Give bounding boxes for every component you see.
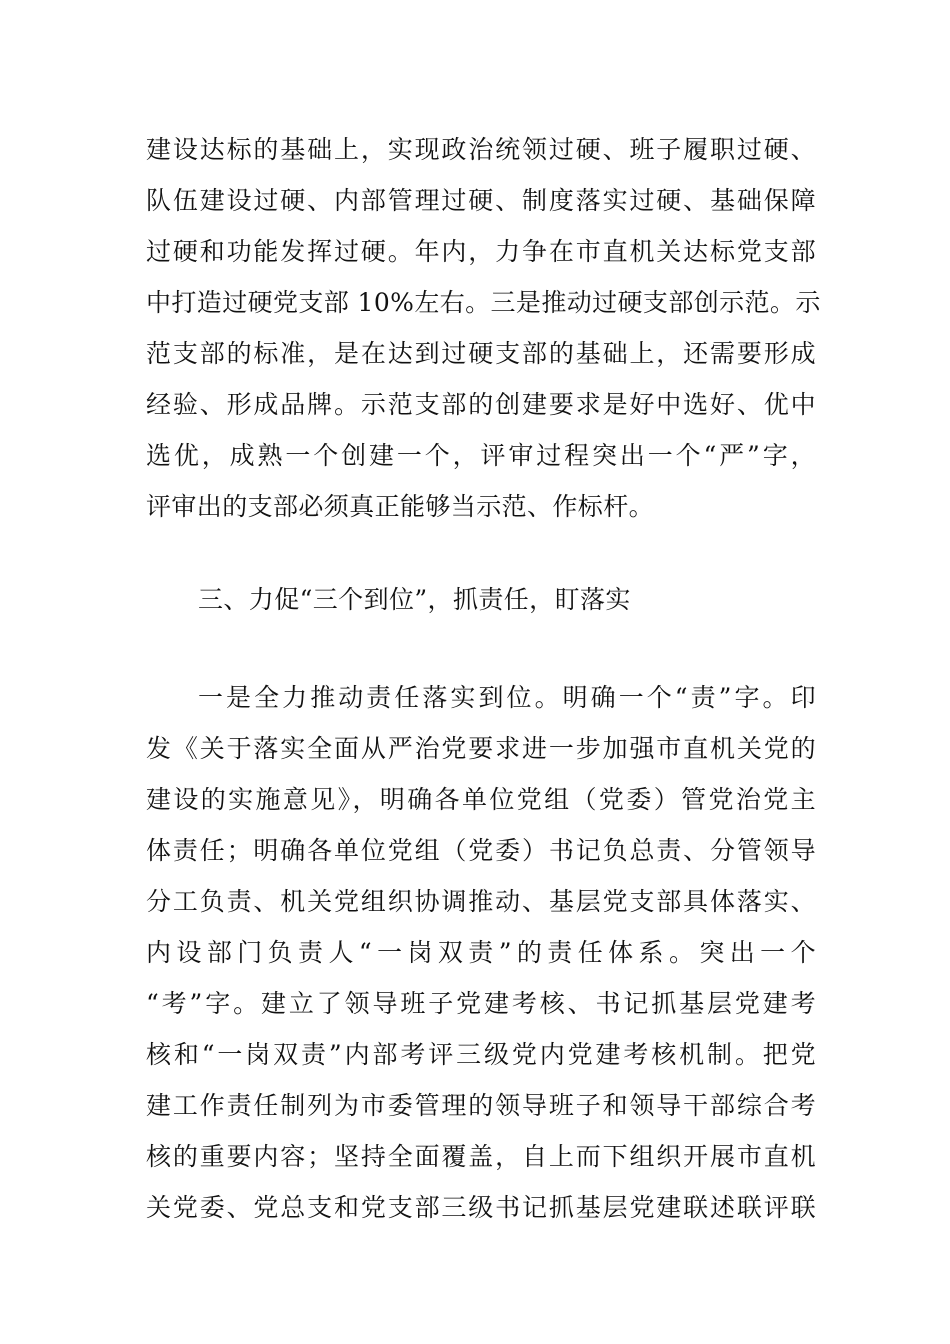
paragraph-line: 发《关于落实全面从严治党要求进一步加强市直机关党的	[146, 734, 816, 763]
paragraph-line: 建设的实施意见》，明确各单位党组（党委）管党治党主	[146, 785, 816, 814]
paragraph-line: 队伍建设过硬、内部管理过硬、制度落实过硬、基础保障	[146, 186, 816, 215]
body-paragraph-1	[146, 124, 821, 532]
paragraph-line: 范支部的标准，是在达到过硬支部的基础上，还需要形成	[146, 339, 816, 368]
body-paragraph-2	[146, 672, 816, 1233]
section-heading	[146, 574, 816, 625]
paragraph-line: 建工作责任制列为市委管理的领导班子和领导干部综合考	[146, 1091, 816, 1120]
paragraph-line: 中打造过硬党支部 10%左右。三是推动过硬支部创示范。示	[146, 288, 821, 317]
paragraph-line: 建设达标的基础上，实现政治统领过硬、班子履职过硬、	[146, 135, 816, 164]
paragraph-line: 关党委、党总支和党支部三级书记抓基层党建联述联评联	[146, 1193, 816, 1222]
paragraph-line: “考”字。建立了领导班子党建考核、书记抓基层党建考	[146, 989, 816, 1018]
paragraph-line: 一是全力推动责任落实到位。明确一个“责”字。印	[198, 683, 816, 712]
paragraph-line: 核的重要内容；坚持全面覆盖，自上而下组织开展市直机	[146, 1142, 816, 1171]
paragraph-line: 体责任；明确各单位党组（党委）书记负总责、分管领导	[146, 836, 816, 865]
paragraph-line: 经验、形成品牌。示范支部的创建要求是好中选好、优中	[146, 390, 816, 419]
paragraph-line: 分工负责、机关党组织协调推动、基层党支部具体落实、	[146, 887, 816, 916]
paragraph-line: 评审出的支部必须真正能够当示范、作标杆。	[146, 492, 655, 521]
paragraph-line: 过硬和功能发挥过硬。年内，力争在市直机关达标党支部	[146, 237, 816, 266]
paragraph-line: 核和“一岗双责”内部考评三级党内党建考核机制。把党	[146, 1040, 816, 1069]
section-heading-text: 三、力促“三个到位”，抓责任，盯落实	[198, 585, 631, 614]
paragraph-line: 内设部门负责人“一岗双责”的责任体系。突出一个	[146, 938, 816, 967]
paragraph-line: 选优，成熟一个创建一个，评审过程突出一个“严”字，	[146, 441, 816, 470]
